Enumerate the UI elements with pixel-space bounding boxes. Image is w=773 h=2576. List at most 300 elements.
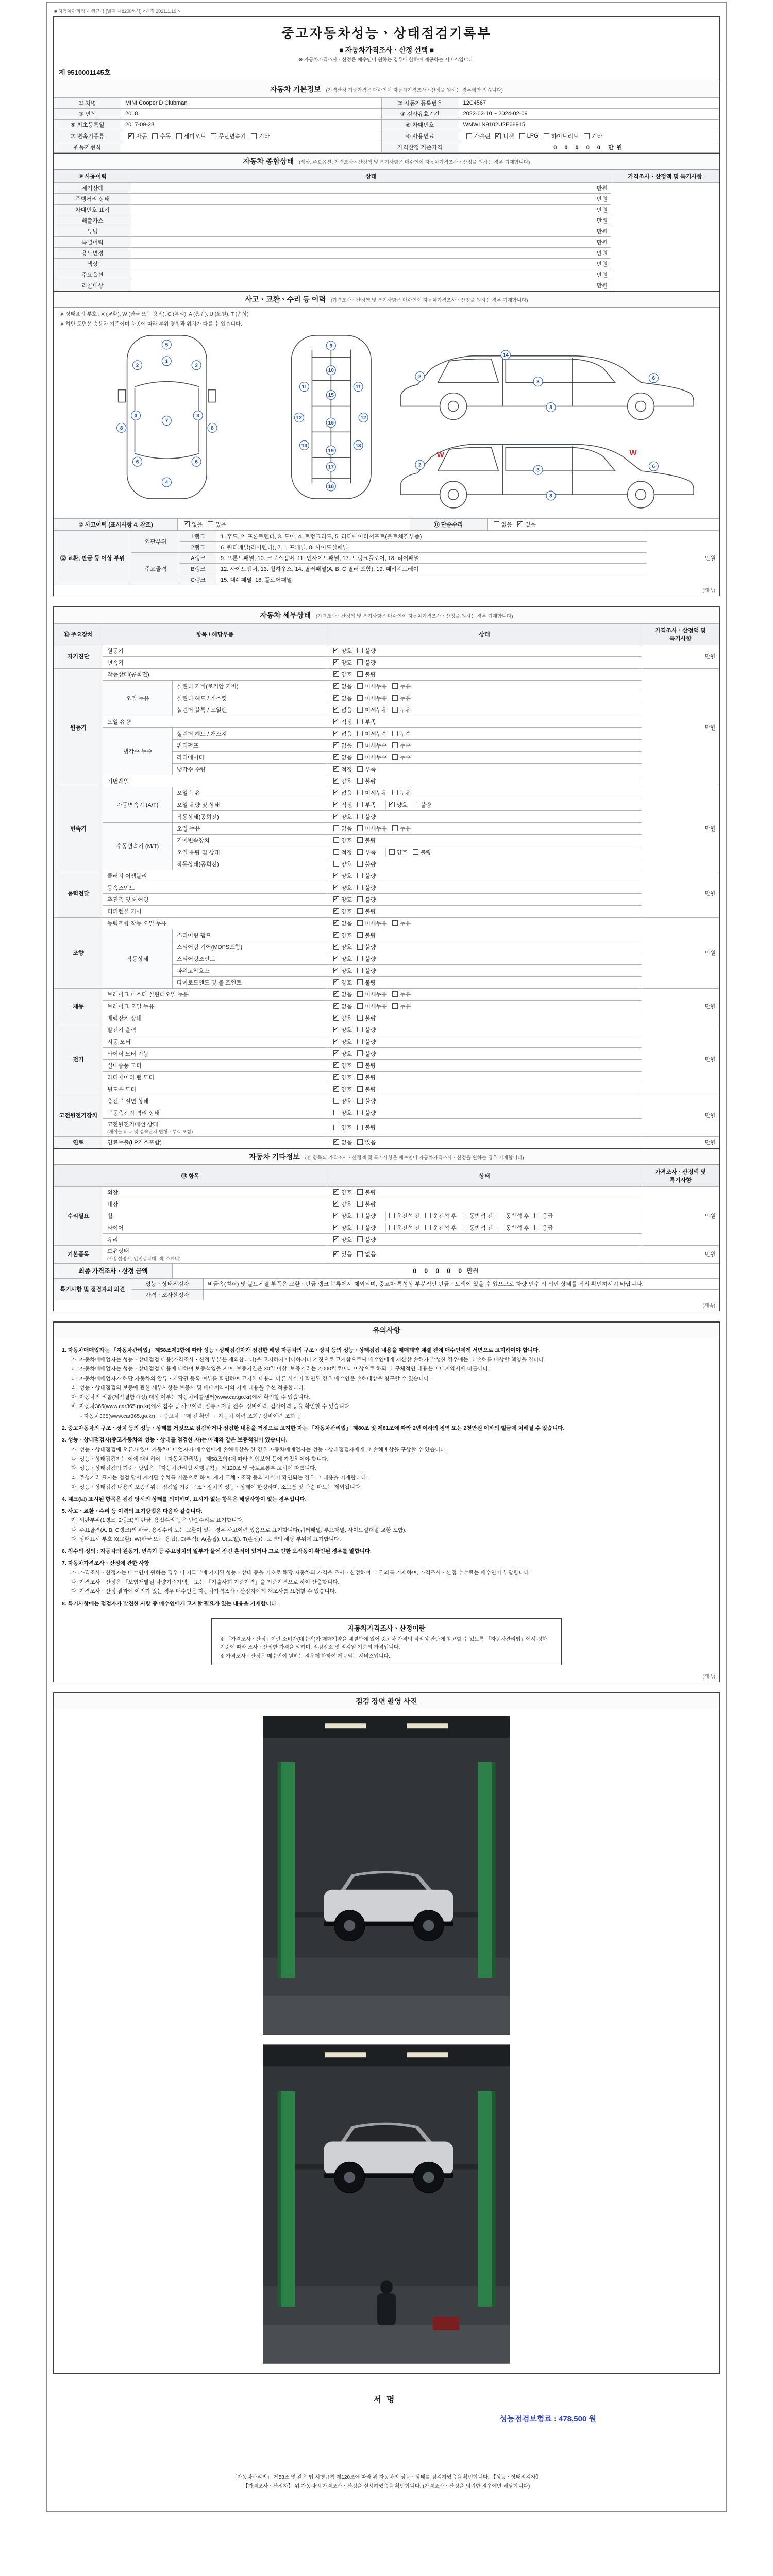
- summary-price-cell: 만원: [131, 215, 611, 226]
- checkbox-option[interactable]: [333, 777, 352, 785]
- detail-subitem-note: (케이블 피복 및 접속단자 변형ㆍ부식 포함): [107, 1129, 193, 1134]
- checkbox-option[interactable]: [333, 812, 352, 821]
- checkbox-option[interactable]: [357, 812, 376, 821]
- checkbox-option[interactable]: [357, 1061, 376, 1070]
- checkbox-icon: [357, 1110, 363, 1115]
- checkbox-option[interactable]: [357, 694, 387, 702]
- checkbox-option[interactable]: [333, 647, 352, 655]
- notes-item: 나. 자동차매매업자는 성능ㆍ상태점검 내용에 대하여 보증책임을 지며, 보증기간은 30일 이상, 보증거리는 2,000킬로미터 이상으로 하되 그 구체적인 내용은 매매계약서에 따릅니다.: [71, 1366, 490, 1372]
- checkbox-option[interactable]: [357, 1109, 376, 1117]
- checkbox-label: 양호: [341, 873, 352, 879]
- part-number-text: 8: [211, 425, 214, 431]
- checkbox-icon: [357, 766, 363, 772]
- checkbox-option[interactable]: [357, 1224, 376, 1232]
- detail-subitem-label: 변속기: [103, 656, 327, 668]
- checkbox-option[interactable]: [333, 1049, 352, 1058]
- part-number-text: 17: [328, 464, 334, 470]
- checkbox-option[interactable]: [333, 1188, 352, 1196]
- checkbox-label: 미세누수: [365, 754, 387, 761]
- checkbox-option[interactable]: [357, 824, 387, 833]
- check-group: [330, 1199, 384, 1209]
- summary-row: [54, 237, 719, 248]
- detail-status-cell: [327, 1059, 642, 1071]
- checkbox-icon: [357, 707, 363, 713]
- checkbox-option[interactable]: [389, 801, 408, 809]
- checkbox-option[interactable]: [357, 1235, 376, 1244]
- checkbox-option[interactable]: [357, 741, 387, 750]
- checkbox-icon: [357, 1098, 363, 1104]
- checkbox-option[interactable]: [517, 520, 536, 529]
- checkbox-option[interactable]: [333, 1212, 352, 1220]
- checkbox-label: 가솔린: [474, 133, 491, 140]
- summary-note: (색상, 주요옵션, 가격조사ㆍ산정액 및 특기사항은 매수인이 자동차가격조사ㆍ산정을 원하는 경우 기재합니다): [299, 160, 530, 165]
- checkbox-option[interactable]: [357, 1123, 376, 1131]
- opinion-appraiser-text: [204, 1289, 719, 1300]
- checkbox-option[interactable]: [462, 1224, 493, 1232]
- checkbox-option[interactable]: [357, 990, 387, 998]
- checkbox-option[interactable]: [333, 895, 352, 904]
- parts-item-list: 1. 후드, 2. 프론트펜더, 3. 도어, 4. 트렁크리드, 5. 라디에이터서포트(볼트체결부품): [216, 531, 647, 541]
- checkbox-icon: [357, 695, 363, 701]
- checkbox-option[interactable]: [333, 658, 352, 667]
- checkbox-option[interactable]: [357, 658, 376, 667]
- parts-rank-label: B랭크: [180, 563, 216, 574]
- detail-subitem-label: 시동 모터: [103, 1036, 327, 1047]
- checkbox-checked-icon: [333, 1225, 339, 1230]
- checkbox-option[interactable]: [357, 978, 376, 987]
- checkbox-option[interactable]: [357, 1200, 376, 1208]
- checkbox-option[interactable]: [357, 848, 376, 856]
- detail-subitem-label: 워터펌프: [173, 739, 327, 751]
- notes-item: 6. 침수의 정의 : 자동차의 원동기, 변속기 등 주요장치의 일부가 물에 잠긴 흔적이 있거나 그로 인한 오작동이 확인된 경우를 말합니다.: [62, 1548, 372, 1555]
- checkbox-option[interactable]: [392, 789, 411, 797]
- checkbox-option[interactable]: [392, 682, 411, 690]
- checkbox-checked-icon: [333, 707, 339, 713]
- check-group: [330, 1084, 384, 1094]
- checkbox-option[interactable]: [176, 132, 206, 140]
- notes-item: 나. 주요골격(A, B, C랭크)의 판금, 용접수리 또는 교환이 있는 경우 사고이력 있음으로 표기합니다(쿼터패널, 루프패널, 사이드실패널 교환 포함).: [71, 1527, 407, 1533]
- checkbox-option[interactable]: [494, 520, 512, 529]
- check-group: [385, 800, 440, 809]
- checkbox-option[interactable]: [333, 789, 352, 797]
- part-number-text: 2: [418, 374, 422, 380]
- checkbox-icon: [357, 932, 363, 938]
- checkbox-option[interactable]: [333, 1224, 352, 1232]
- checkbox-option[interactable]: [357, 967, 376, 975]
- check-group: [330, 729, 419, 738]
- checkbox-option[interactable]: [544, 132, 579, 140]
- checkbox-option[interactable]: [534, 1224, 553, 1232]
- checkbox-checked-icon: [333, 944, 339, 950]
- section-box-detail: [53, 606, 720, 1311]
- checkbox-option[interactable]: [357, 1250, 376, 1258]
- notes-item: 1. 자동차매매업자는 「자동차관리법」 제58조제1항에 따라 성능ㆍ상태점검자가 점검한 해당 자동차의 구조ㆍ장치 등의 성능ㆍ상태점검 내용을 매매계약 체결 전에 매수인에게 서면으로 고지하여야 합니다.: [62, 1347, 540, 1353]
- check-group: [125, 131, 278, 141]
- checkbox-option[interactable]: [425, 1224, 457, 1232]
- checkbox-option[interactable]: [357, 931, 376, 939]
- checkbox-label: 무단변속기: [219, 133, 246, 140]
- checkbox-option[interactable]: [184, 520, 203, 529]
- notes-item: 8. 특기사항에는 점검자가 발견한 사항 중 매수인에게 고지할 필요가 있는 내용을 기재합니다.: [62, 1600, 278, 1607]
- checkbox-option[interactable]: [152, 132, 171, 140]
- detail-status-cell: [327, 668, 642, 680]
- detail-status-cell: [327, 834, 642, 846]
- checkbox-option[interactable]: [357, 777, 376, 785]
- checkbox-option[interactable]: [333, 1026, 352, 1034]
- detail-row: [54, 656, 719, 668]
- checkbox-option[interactable]: [357, 765, 376, 773]
- summary-row: [54, 215, 719, 226]
- notes-item: 다. 성능ㆍ상태점검의 기준ㆍ방법은 「자동차관리법 시행규칙」 제120조 및 국토교통부 고시에 따릅니다.: [71, 1465, 317, 1472]
- checkbox-option[interactable]: [392, 990, 411, 998]
- checkbox-option[interactable]: [498, 1224, 529, 1232]
- detail-price-cell: 만원: [642, 668, 719, 787]
- checkbox-label: 양호: [341, 1015, 352, 1022]
- basic-info-row: [54, 130, 719, 142]
- checkbox-option[interactable]: [357, 919, 387, 927]
- summary-price-cell: 만원: [131, 280, 611, 291]
- summary-item-label: 차대번호 표기: [54, 205, 131, 215]
- detail-status-cell: [327, 739, 642, 751]
- checkbox-option[interactable]: [357, 1002, 387, 1010]
- checkbox-option[interactable]: [333, 1138, 352, 1146]
- checkbox-option[interactable]: [357, 753, 387, 761]
- detail-subitem-label: 스티어링조인트: [173, 953, 327, 964]
- checkbox-option[interactable]: [357, 1212, 376, 1220]
- checkbox-option[interactable]: [498, 1212, 529, 1220]
- checkbox-option[interactable]: [392, 741, 411, 750]
- photos-container: [54, 1709, 719, 2373]
- detail-subitem-label: 커먼레일: [103, 775, 327, 787]
- checkbox-label: 불량: [365, 659, 376, 666]
- checkbox-label: 없음: [341, 790, 352, 796]
- checkbox-label: 양호: [341, 1050, 352, 1057]
- opinion-appraiser-label: 가격ㆍ조사산정자: [131, 1289, 204, 1300]
- notes-item: 라. 성능ㆍ상태점검의 보증에 관한 세부사항은 보증서 및 매매계약서의 기재 내용을 우선 적용합니다.: [71, 1384, 305, 1391]
- part-number-text: 13: [355, 443, 361, 449]
- checkbox-label: 불량: [365, 648, 376, 654]
- checkbox-option[interactable]: [333, 848, 352, 856]
- detail-row: [54, 882, 719, 893]
- checkbox-option[interactable]: [392, 730, 411, 738]
- checkbox-option[interactable]: [333, 919, 352, 927]
- checkbox-checked-icon: [333, 1213, 339, 1218]
- summary-item-label: 주행거리 상태: [54, 194, 131, 205]
- checkbox-option[interactable]: [333, 1085, 352, 1093]
- checkbox-label: 없음: [341, 920, 352, 927]
- detail-subitem-label: 오일 유량 및 상태: [173, 846, 327, 858]
- checkbox-option[interactable]: [357, 895, 376, 904]
- checkbox-option[interactable]: [425, 1212, 457, 1220]
- checkbox-option[interactable]: [333, 943, 352, 951]
- checkbox-option[interactable]: [333, 1235, 352, 1244]
- checkbox-label: 운전석 후: [433, 1213, 457, 1219]
- check-group: [330, 1123, 384, 1132]
- summary-item-label: 리콜대상: [54, 280, 131, 291]
- basic-field-value: 2018: [121, 109, 382, 120]
- checkbox-label: 불량: [365, 1236, 376, 1243]
- checkbox-option[interactable]: [357, 730, 387, 738]
- check-group: [330, 812, 384, 821]
- checkbox-option[interactable]: [333, 801, 352, 809]
- checkbox-label: 없음: [341, 695, 352, 702]
- checkbox-option[interactable]: [128, 132, 147, 140]
- checkbox-option[interactable]: [357, 1085, 376, 1093]
- checkbox-option[interactable]: [333, 741, 352, 750]
- checkbox-checked-icon: [333, 1050, 339, 1056]
- checkbox-option[interactable]: [333, 1038, 352, 1046]
- checkbox-label: 없음: [501, 521, 512, 528]
- checkbox-option[interactable]: [392, 753, 411, 761]
- detail-status-cell: [327, 941, 642, 953]
- checkbox-option[interactable]: [392, 824, 411, 833]
- checkbox-option[interactable]: [357, 1073, 376, 1081]
- checkbox-option[interactable]: [333, 1200, 352, 1208]
- checkbox-option[interactable]: [462, 1212, 493, 1220]
- checkbox-icon: [211, 133, 216, 139]
- opinion-inspector-label: 성능ㆍ상태점검자: [131, 1278, 204, 1289]
- checkbox-label: 적정: [341, 766, 352, 773]
- check-group: [330, 1049, 384, 1058]
- checkbox-icon: [498, 1213, 503, 1218]
- checkbox-label: 불량: [365, 1086, 376, 1093]
- detail-subitem-label: 연료누출(LP가스포함): [103, 1136, 327, 1148]
- part-number-text: 12: [360, 415, 366, 421]
- detail-subitem-label: 실린더 헤드 / 개스킷: [173, 727, 327, 739]
- checkbox-option[interactable]: [392, 706, 411, 714]
- checkbox-option[interactable]: [389, 1224, 421, 1232]
- checkbox-label: 없음: [341, 991, 352, 998]
- accident-history-status: [178, 518, 410, 530]
- checkbox-label: 양호: [341, 1027, 352, 1033]
- car-diagram-svg: [58, 329, 715, 512]
- checkbox-option[interactable]: [357, 1049, 376, 1058]
- checkbox-option[interactable]: [392, 694, 411, 702]
- checkbox-option[interactable]: [333, 765, 352, 773]
- checkbox-option[interactable]: [357, 872, 376, 880]
- checkbox-option[interactable]: [333, 872, 352, 880]
- checkbox-icon: [251, 133, 257, 139]
- checkbox-option[interactable]: [333, 682, 352, 690]
- checkbox-label: 부족: [365, 719, 376, 725]
- checkbox-label: 부족: [365, 802, 376, 808]
- checkbox-icon: [357, 885, 363, 890]
- checkbox-option[interactable]: [251, 132, 270, 140]
- checkbox-label: 불량: [365, 671, 376, 678]
- checkbox-option[interactable]: [357, 1038, 376, 1046]
- checkbox-option[interactable]: [333, 670, 352, 679]
- checkbox-option[interactable]: [333, 1097, 352, 1105]
- checkbox-option[interactable]: [357, 682, 387, 690]
- basic-info-row: [54, 109, 719, 120]
- checkbox-option[interactable]: [333, 1109, 352, 1117]
- checkbox-checked-icon: [333, 742, 339, 748]
- checkbox-label: 없음: [341, 742, 352, 749]
- detail-row: [54, 1071, 719, 1083]
- check-group: [330, 646, 384, 655]
- checkbox-option[interactable]: [333, 931, 352, 939]
- summary-price-cell: 만원: [131, 237, 611, 248]
- checkbox-option[interactable]: [333, 884, 352, 892]
- checkbox-label: 불량: [365, 896, 376, 903]
- final-price-label: 최종 가격조사ㆍ산정 금액: [54, 1263, 173, 1278]
- part-number-text: 6: [136, 459, 139, 465]
- checkbox-option[interactable]: [357, 718, 376, 726]
- notes-title: [54, 1322, 719, 1338]
- checkbox-icon: [208, 521, 213, 527]
- checkbox-option[interactable]: [357, 943, 376, 951]
- page-subtitle: ■ 자동차가격조사ㆍ산정 선택 ■: [339, 46, 434, 54]
- part-number-text: 1: [165, 359, 169, 365]
- notes-item: 가. 외판부위(1랭크, 2랭크)의 판금, 용접수리 등은 단순수리로 표기합니다.: [71, 1517, 244, 1524]
- detail-status-cell: [327, 1107, 642, 1118]
- checkbox-option[interactable]: [357, 1138, 376, 1146]
- notes-item: 7. 자동차가격조사ㆍ산정에 관한 사항: [62, 1560, 149, 1567]
- document-number: 제 9510001145호: [59, 69, 111, 76]
- checkbox-option[interactable]: [466, 132, 491, 140]
- checkbox-option[interactable]: [333, 1250, 352, 1258]
- checkbox-option[interactable]: [413, 801, 431, 809]
- checkbox-option[interactable]: [333, 978, 352, 987]
- check-group: [330, 895, 384, 904]
- checkbox-label: 불량: [365, 1225, 376, 1231]
- checkbox-checked-icon: [333, 1062, 339, 1068]
- checkbox-label: 양호: [341, 932, 352, 939]
- checkbox-option[interactable]: [495, 132, 514, 140]
- checkbox-option[interactable]: [534, 1212, 553, 1220]
- checkbox-option[interactable]: [357, 884, 376, 892]
- check-group: [330, 1096, 384, 1106]
- checkbox-option[interactable]: [519, 133, 539, 139]
- checkbox-option[interactable]: [357, 801, 376, 809]
- checkbox-icon: [357, 1086, 363, 1092]
- checkbox-label: 양호: [341, 1039, 352, 1045]
- checkbox-checked-icon: [333, 1189, 339, 1195]
- accident-title-text: 사고ㆍ교환ㆍ수리 등 이력: [245, 295, 326, 303]
- summary-table: [54, 170, 719, 291]
- part-number-text: 13: [301, 443, 308, 449]
- checkbox-option[interactable]: [333, 730, 352, 738]
- checkbox-label: 미세누유: [365, 991, 387, 998]
- checkbox-option[interactable]: [357, 670, 376, 679]
- part-number-text: 14: [502, 352, 509, 359]
- checkbox-checked-icon: [333, 956, 339, 961]
- detail-item-label: 자동변속기 (A/T): [103, 787, 173, 822]
- accident-history-table: [54, 518, 719, 531]
- checkbox-label: 불량: [365, 1110, 376, 1116]
- checkbox-option[interactable]: [357, 706, 387, 714]
- detail-subitem-label: 작동상태(공회전): [173, 810, 327, 822]
- check-group: [330, 907, 384, 916]
- checkbox-option[interactable]: [333, 1073, 352, 1081]
- checkbox-icon: [357, 1236, 363, 1242]
- checkbox-option[interactable]: [392, 1002, 411, 1010]
- checkbox-option[interactable]: [208, 520, 226, 529]
- checkbox-option[interactable]: [413, 848, 431, 856]
- checkbox-option[interactable]: [584, 132, 602, 140]
- detail-status-cell: [327, 680, 642, 692]
- checkbox-option[interactable]: [357, 647, 376, 655]
- detail-table: [54, 623, 719, 1148]
- checkbox-option[interactable]: [333, 860, 352, 868]
- checkbox-option[interactable]: [333, 990, 352, 998]
- checkbox-label: 부족: [365, 849, 376, 856]
- car-damage-diagram: [54, 327, 719, 518]
- detail-group-label: 연료: [54, 1136, 103, 1148]
- checkbox-option[interactable]: [211, 132, 246, 140]
- checkbox-option[interactable]: [357, 1097, 376, 1105]
- checkbox-option[interactable]: [333, 1123, 352, 1131]
- basic-info-row: [54, 142, 719, 153]
- detail-subitem-label: 실내송풍 모터: [103, 1059, 327, 1071]
- checkbox-option[interactable]: [357, 836, 376, 844]
- checkbox-option[interactable]: [333, 907, 352, 916]
- checkbox-option[interactable]: [333, 694, 352, 702]
- detail-row: [54, 822, 719, 834]
- detail-row: [54, 893, 719, 905]
- checkbox-option[interactable]: [392, 919, 411, 927]
- checkbox-icon: [494, 521, 499, 527]
- part-number-text: 7: [165, 418, 169, 424]
- checkbox-option[interactable]: [357, 1014, 376, 1022]
- checkbox-checked-icon: [333, 1251, 339, 1257]
- notes-item: 4. 체크(☑) 표시된 항목은 점검 당시의 상태를 의미하며, 표시가 없는 항목은 해당사항이 없는 경우입니다.: [62, 1496, 307, 1502]
- check-group: [181, 520, 235, 529]
- notes-item: - 자동차365(www.car365.go.kr) → 중고차 구매 전 확인 → 자동차 이력 조회 / 정비이력 조회 등: [80, 1413, 302, 1419]
- checkbox-option[interactable]: [357, 1188, 376, 1196]
- detail-subitem-label: 실린더 헤드 / 개스킷: [173, 692, 327, 704]
- checkbox-option[interactable]: [333, 1014, 352, 1022]
- checkbox-label: 누유: [399, 991, 411, 998]
- checkbox-option[interactable]: [333, 1002, 352, 1010]
- checkbox-option[interactable]: [357, 907, 376, 916]
- checkbox-option[interactable]: [333, 753, 352, 761]
- checkbox-label: 양호: [341, 1189, 352, 1196]
- checkbox-label: 불량: [365, 837, 376, 844]
- checkbox-checked-icon: [333, 885, 339, 890]
- checkbox-option[interactable]: [333, 836, 352, 844]
- misc-col-item: ⑭ 항목: [54, 1165, 327, 1186]
- checkbox-label: 양호: [341, 1074, 352, 1081]
- checkbox-label: 양호: [341, 861, 352, 868]
- basic-field-label: ④ 검사유효기간: [381, 109, 459, 120]
- checkbox-option[interactable]: [357, 789, 387, 797]
- checkbox-option[interactable]: [357, 860, 376, 868]
- checkbox-icon: [357, 648, 363, 653]
- checkbox-icon: [534, 1213, 540, 1218]
- checkbox-icon: [357, 1201, 363, 1207]
- checkbox-option[interactable]: [333, 955, 352, 963]
- checkbox-option[interactable]: [357, 1026, 376, 1034]
- detail-status-cell: [327, 929, 642, 941]
- checkbox-label: 양호: [341, 896, 352, 903]
- checkbox-icon: [357, 1015, 363, 1021]
- checkbox-option[interactable]: [389, 848, 408, 856]
- checkbox-option[interactable]: [333, 824, 352, 833]
- checkbox-option[interactable]: [333, 967, 352, 975]
- checkbox-option[interactable]: [333, 1061, 352, 1070]
- detail-status-cell: [327, 645, 642, 656]
- part-number-text: 6: [195, 459, 198, 465]
- checkbox-option[interactable]: [333, 706, 352, 714]
- checkbox-option[interactable]: [389, 1212, 421, 1220]
- document-header: [54, 17, 719, 64]
- detail-row: [54, 1047, 719, 1059]
- checkbox-option[interactable]: [333, 718, 352, 726]
- checkbox-label: 불량: [365, 1062, 376, 1069]
- checkbox-checked-icon: [333, 1015, 339, 1021]
- checkbox-option[interactable]: [357, 955, 376, 963]
